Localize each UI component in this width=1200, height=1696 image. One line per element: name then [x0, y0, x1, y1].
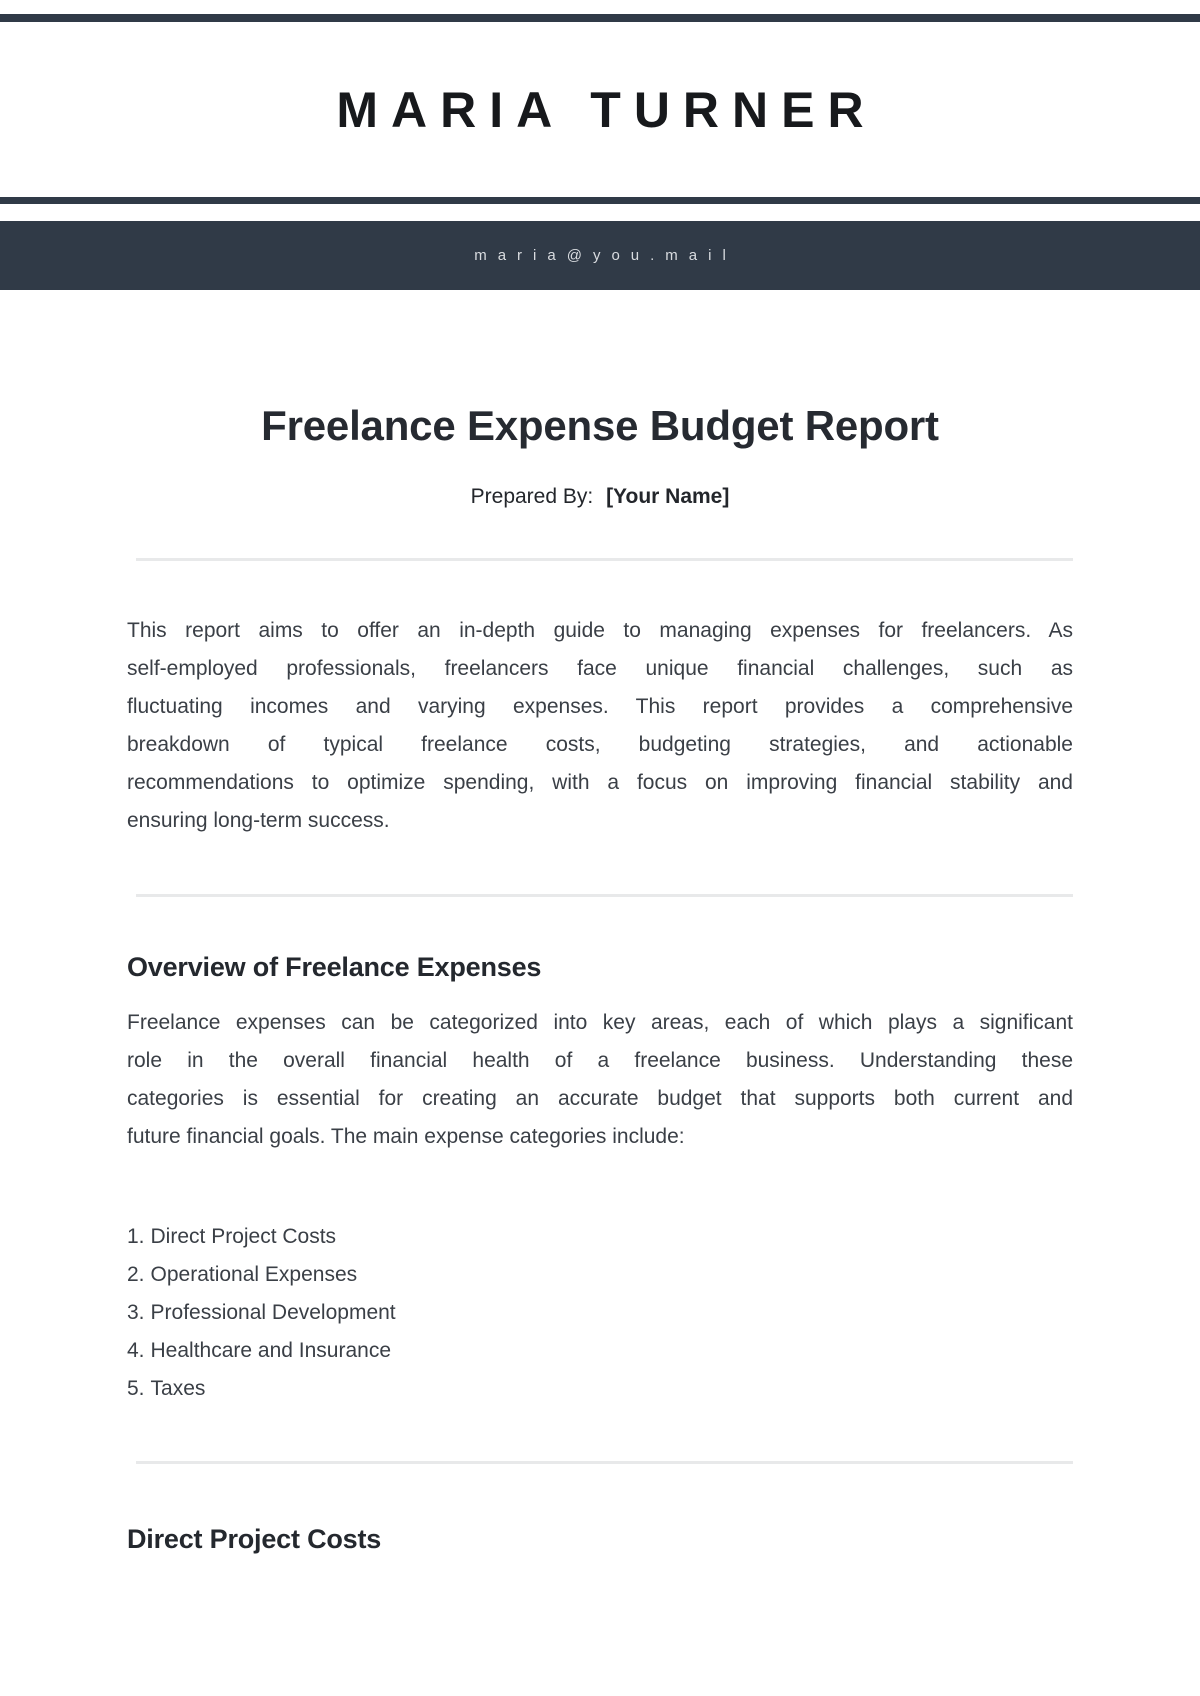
section-heading-direct-costs: Direct Project Costs	[127, 1524, 382, 1554]
prepared-by-line	[0, 482, 1200, 512]
header-bottom-rule	[0, 197, 1200, 204]
list-item	[127, 1218, 1073, 1256]
email-text: maria@you.mail	[474, 247, 737, 264]
paragraph-line: future financial goals. The main expense categories include:	[127, 1125, 685, 1148]
list-item-label: Operational Expenses	[150, 1263, 358, 1286]
section-divider	[136, 558, 1073, 561]
section-heading-overview: Overview of Freelance Expenses	[127, 952, 542, 982]
section-divider	[136, 1461, 1073, 1464]
list-item-number: 4.	[127, 1339, 145, 1362]
email-bar	[0, 221, 1200, 290]
paragraph-line: This report aims to offer an in-depth guide to managing expenses for freelancers. As	[127, 619, 1073, 642]
list-item	[127, 1256, 1073, 1294]
paragraph-line: Freelance expenses can be categorized into key areas, each of which plays a significant	[127, 1011, 1073, 1034]
prepared-by-value: [Your Name]	[606, 485, 730, 508]
prepared-by-label: Prepared By:	[470, 485, 594, 508]
paragraph-line: recommendations to optimize spending, with a focus on improving financial stability and	[127, 771, 1073, 794]
document-title: Freelance Expense Budget Report	[261, 402, 939, 449]
section-divider	[136, 894, 1073, 897]
paragraph-line: self-employed professionals, freelancers face unique financial challenges, such as	[127, 657, 1073, 680]
list-item-label: Healthcare and Insurance	[150, 1339, 392, 1362]
list-item	[127, 1332, 1073, 1370]
header-top-rule	[0, 14, 1200, 22]
list-item-number: 1.	[127, 1225, 145, 1248]
list-item	[127, 1294, 1073, 1332]
paragraph-line: breakdown of typical freelance costs, budgeting strategies, and actionable	[127, 733, 1073, 756]
paragraph-line: categories is essential for creating an accurate budget that supports both current and	[127, 1087, 1073, 1110]
list-item-label: Taxes	[150, 1377, 206, 1400]
list-item	[127, 1370, 1073, 1408]
paragraph-line: fluctuating incomes and varying expenses. This report provides a comprehensive	[127, 695, 1073, 718]
paragraph-line: role in the overall financial health of a freelance business. Understanding these	[127, 1049, 1073, 1072]
list-item-number: 3.	[127, 1301, 145, 1324]
list-item-number: 2.	[127, 1263, 145, 1286]
author-name: MARIA TURNER	[336, 82, 877, 138]
paragraph-line: ensuring long-term success.	[127, 809, 390, 832]
overview-paragraph	[127, 1004, 1073, 1156]
list-item-number: 5.	[127, 1377, 145, 1400]
expense-category-list	[127, 1218, 1073, 1408]
list-item-label: Professional Development	[150, 1301, 396, 1324]
list-item-label: Direct Project Costs	[150, 1225, 337, 1248]
intro-paragraph	[127, 612, 1073, 840]
